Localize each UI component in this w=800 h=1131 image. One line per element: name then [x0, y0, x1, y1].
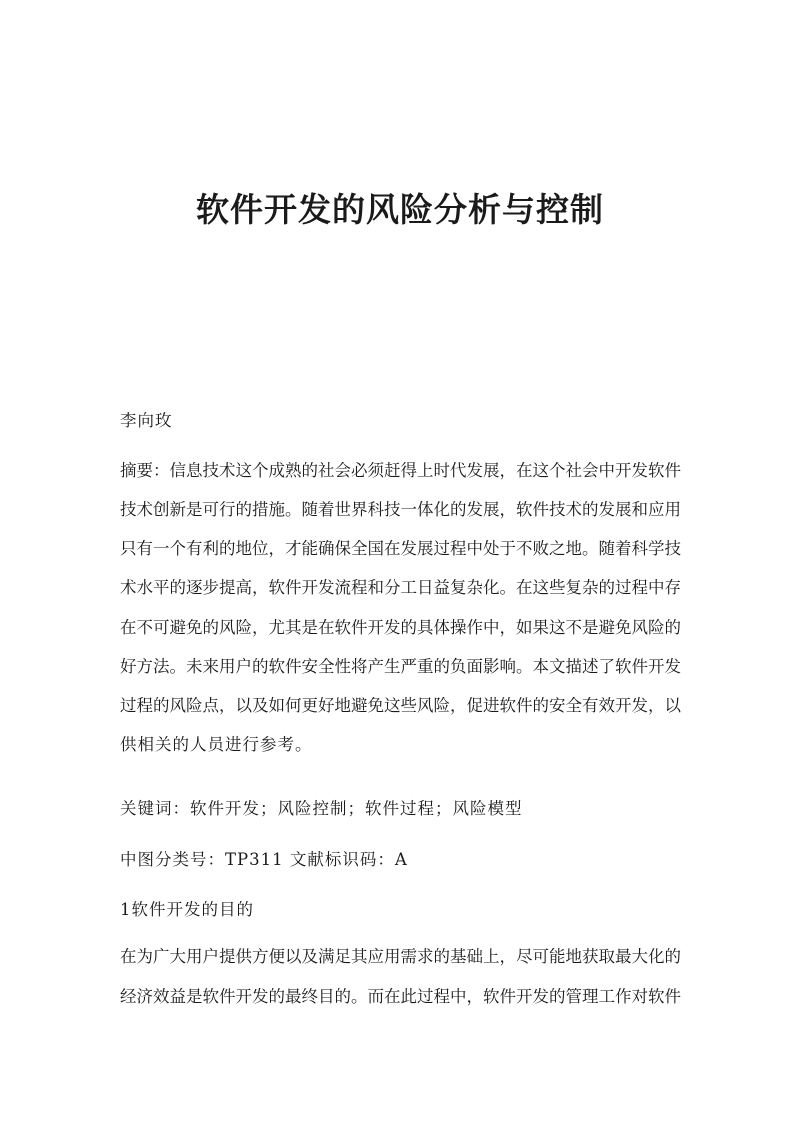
document-title: 软件开发的风险分析与控制: [196, 190, 604, 229]
abstract-line: 术水平的逐步提高，软件开发流程和分工日益复杂化。在这些复杂的过程中存: [120, 578, 681, 597]
abstract-line: 在不可避免的风险，尤其是在软件开发的具体操作中，如果这不是避免风险的: [120, 618, 681, 637]
classification-line: 中图分类号：TP311 文献标识码：A: [120, 850, 408, 869]
author-name: 李向玫: [120, 411, 173, 430]
abstract-line: 好方法。未来用户的软件安全性将产生严重的负面影响。本文描述了软件开发: [120, 657, 681, 676]
abstract-line: 供相关的人员进行参考。: [120, 735, 313, 754]
abstract-line: 只有一个有利的地位，才能确保全国在发展过程中处于不败之地。随着科学技: [120, 539, 681, 558]
abstract-line: 摘要：信息技术这个成熟的社会必须赶得上时代发展，在这个社会中开发软件: [120, 461, 681, 480]
body-line: 在为广大用户提供方便以及满足其应用需求的基础上，尽可能地获取最大化的: [120, 947, 681, 966]
body-line: 经济效益是软件开发的最终目的。而在此过程中，软件开发的管理工作对软件: [120, 987, 681, 1006]
abstract-line: 过程的风险点，以及如何更好地避免这些风险，促进软件的安全有效开发，以: [120, 696, 681, 715]
keywords-line: 关键词：软件开发；风险控制；软件过程；风险模型: [120, 799, 523, 818]
abstract-line: 技术创新是可行的措施。随着世界科技一体化的发展，软件技术的发展和应用: [120, 500, 681, 519]
section-heading: 1软件开发的目的: [120, 900, 254, 919]
